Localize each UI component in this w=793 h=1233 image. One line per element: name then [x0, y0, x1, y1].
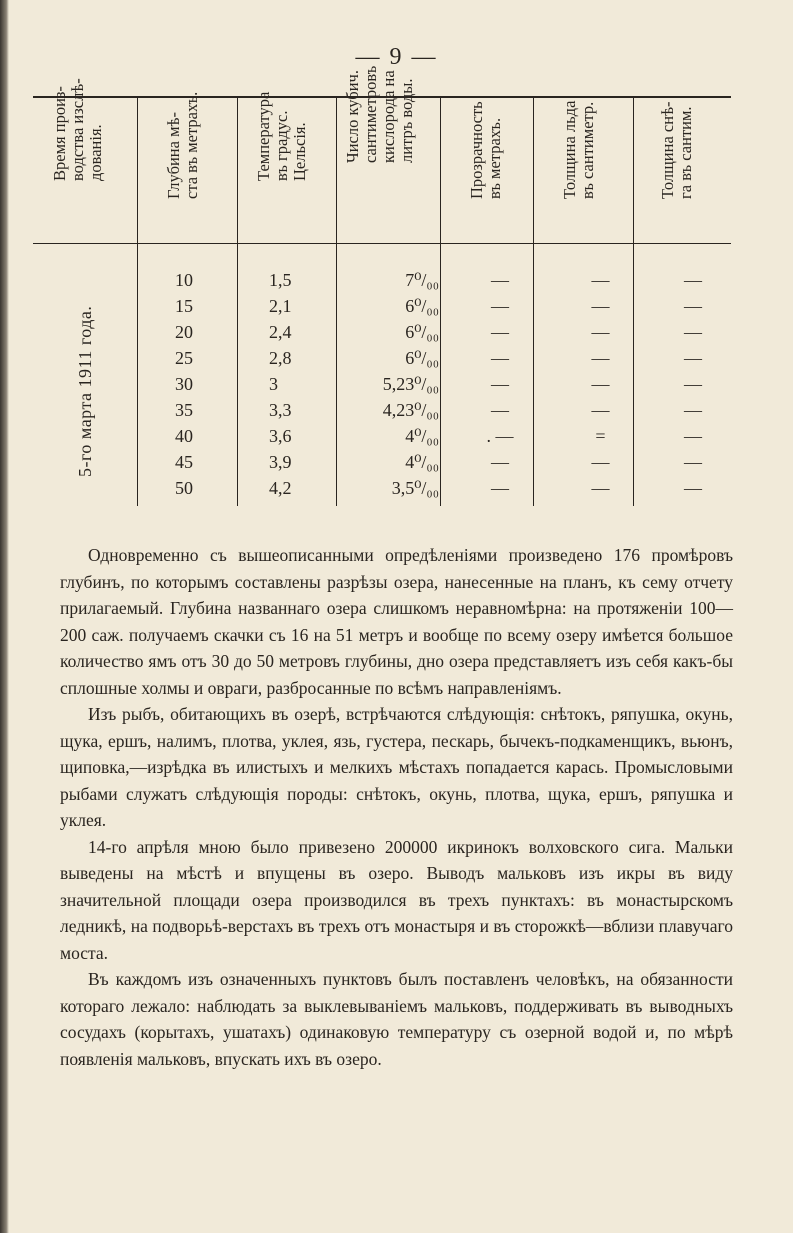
- measurement-table: [33, 65, 731, 506]
- header-oxygen: [336, 65, 440, 243]
- snow-cell: —: [684, 348, 702, 368]
- table-row: [33, 478, 731, 504]
- oxygen-cell: 7⁰/₀₀: [405, 270, 439, 290]
- date-label: 5-го марта 1911 года.: [75, 305, 95, 477]
- snow-cell: —: [684, 452, 702, 472]
- depth-cell: 45: [175, 452, 193, 472]
- depth-cell: 25: [175, 348, 193, 368]
- oxygen-cell: 4⁰/₀₀: [405, 452, 439, 472]
- body-text: [60, 542, 733, 1072]
- table-row: [33, 400, 731, 426]
- paragraph: Изъ рыбъ, обитающихъ въ озерѣ, встрѣчаются слѣдующія: снѣтокъ, ряпушка, окунь, щука, ершъ, налимъ, плотва, уклея, язь, густера, пескарь, бычекъ-подкаменщикъ, вьюнъ, щиповка,—изрѣдка въ илистыхъ и мелкихъ мѣстахъ попадается карась. Промысловыми рыбами служатъ слѣдующія породы: снѣтокъ, окунь, плотва, щука, ершъ, ряпушка и уклея.: [60, 704, 733, 830]
- ice-cell: —: [591, 322, 610, 342]
- header-ice-text: Толщина льда въ сантиметр.: [560, 100, 597, 199]
- header-transparency: [440, 98, 533, 243]
- table-row: [33, 348, 731, 374]
- header-oxygen-text: Число кубич. сантиметровъ кислорода на литръ воды.: [343, 65, 416, 163]
- snow-cell: —: [684, 270, 702, 290]
- snow-cell: —: [684, 426, 702, 446]
- oxygen-cell: 6⁰/₀₀: [405, 322, 439, 342]
- transparency-cell: . —: [486, 426, 514, 446]
- ice-cell: —: [591, 478, 610, 498]
- temperature-cell: 2,1: [269, 296, 292, 316]
- table-row: [33, 322, 731, 348]
- oxygen-cell: 5,23⁰/₀₀: [382, 374, 439, 394]
- depth-cell: 10: [175, 270, 193, 290]
- snow-cell: —: [684, 478, 702, 498]
- temperature-cell: 4,2: [269, 478, 292, 498]
- transparency-cell: —: [491, 478, 509, 498]
- transparency-cell: —: [491, 348, 509, 368]
- temperature-cell: 3,6: [269, 426, 292, 446]
- transparency-cell: —: [491, 374, 509, 394]
- oxygen-cell: 4⁰/₀₀: [405, 426, 439, 446]
- snow-cell: —: [684, 296, 702, 316]
- oxygen-cell: 3,5⁰/₀₀: [391, 478, 439, 498]
- header-snow: [633, 98, 731, 243]
- depth-cell: 15: [175, 296, 193, 316]
- oxygen-cell: 6⁰/₀₀: [405, 348, 439, 368]
- table-row: [33, 374, 731, 400]
- snow-cell: —: [684, 400, 702, 420]
- snow-cell: —: [684, 322, 702, 342]
- header-divider: [33, 243, 731, 244]
- paragraph: Одновременно съ вышеописанными опредѣленіями произведено 176 промѣровъ глубинъ, по которымъ составлены разрѣзы озера, нанесенные на планъ, къ сему отчету прилагаемый. Глубина названнаго озера слишкомъ неравномѣрна: на протяженіи 100—200 саж. получаемъ скачки съ 16 на 51 метръ и вообще по всему озеру имѣется большое количество ямъ отъ 30 до 50 метровъ глубины, дно озера представляетъ изъ себя какъ-бы сплошные холмы и овраги, разбросанные по всѣмъ направленіямъ.: [60, 545, 733, 698]
- ice-cell: —: [591, 348, 610, 368]
- ice-cell: —: [591, 270, 610, 290]
- oxygen-cell: 6⁰/₀₀: [405, 296, 439, 316]
- temperature-cell: 3,9: [269, 452, 292, 472]
- paragraph: Въ каждомъ изъ означенныхъ пунктовъ былъ поставленъ человѣкъ, на обязанности котораго лежало: наблюдать за выклевываніемъ мальковъ, поддерживать въ выводныхъ сосудахъ (корытахъ, ушатахъ) одинаковую температуру съ озерной водой и, по мѣрѣ появленія мальковъ, впускать ихъ въ озеро.: [60, 969, 733, 1069]
- ice-cell: —: [591, 452, 610, 472]
- transparency-cell: —: [491, 452, 509, 472]
- temperature-cell: 2,8: [269, 348, 292, 368]
- transparency-cell: —: [491, 322, 509, 342]
- transparency-cell: —: [491, 400, 509, 420]
- table-row: [33, 426, 731, 452]
- header-depth-text: Глубина мѣ- ста въ метрахъ.: [164, 91, 201, 199]
- page-number: — 9 —: [355, 44, 438, 70]
- header-ice: [533, 98, 633, 243]
- temperature-cell: 1,5: [269, 270, 292, 290]
- header-snow-text: Толщина снѣ- га въ сантим.: [658, 101, 695, 199]
- depth-cell: 50: [175, 478, 193, 498]
- book-spine-edge: [0, 0, 9, 1233]
- snow-cell: —: [684, 374, 702, 394]
- temperature-cell: 3: [269, 374, 278, 394]
- depth-cell: 30: [175, 374, 193, 394]
- ice-cell: =: [595, 426, 606, 446]
- table-row: [33, 296, 731, 322]
- depth-cell: 35: [175, 400, 193, 420]
- header-time-text: Время произ- водства изслѣ- дованія.: [50, 78, 105, 181]
- table-row: [33, 452, 731, 478]
- ice-cell: —: [591, 374, 610, 394]
- depth-cell: 40: [175, 426, 193, 446]
- temperature-cell: 3,3: [269, 400, 292, 420]
- paragraph: 14-го апрѣля мною было привезено 200000 икринокъ волховского сига. Мальки выведены на мѣстѣ и впущены въ озеро. Выводъ мальковъ изъ икры въ виду значительной площади озера производился въ трехъ пунктахъ: въ монастырскомъ ледникѣ, на подворьѣ-верстахъ въ трехъ отъ монастыря и въ сторожкѣ—вблизи плавучаго моста.: [60, 836, 733, 963]
- transparency-cell: —: [491, 270, 509, 290]
- header-transparency-text: Прозрачность въ метрахъ.: [467, 101, 504, 199]
- transparency-cell: —: [491, 296, 509, 316]
- header-temperature: [237, 91, 336, 243]
- oxygen-cell: 4,23⁰/₀₀: [382, 400, 439, 420]
- ice-cell: —: [591, 400, 610, 420]
- table-row: [33, 270, 731, 296]
- header-time: [33, 78, 137, 243]
- ice-cell: —: [591, 296, 610, 316]
- header-temperature-text: Температура въ градус. Цельсія.: [254, 91, 309, 181]
- header-depth: [137, 91, 237, 243]
- depth-cell: 20: [175, 322, 193, 342]
- temperature-cell: 2,4: [269, 322, 292, 342]
